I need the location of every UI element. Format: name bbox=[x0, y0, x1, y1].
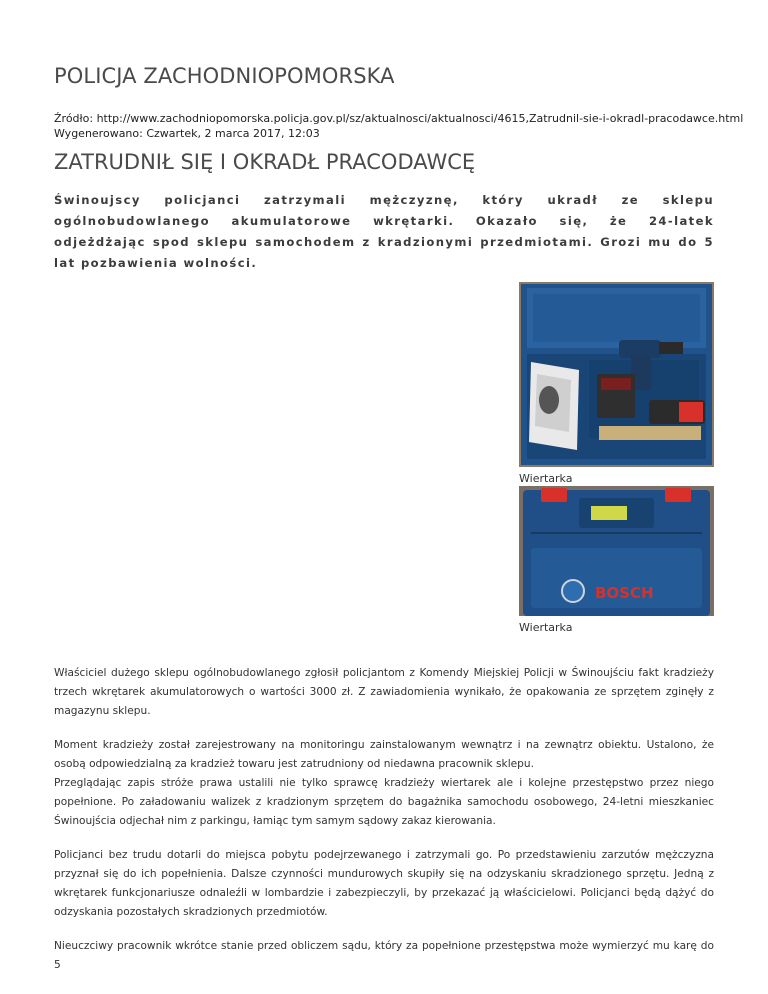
figure-closed-case bbox=[519, 486, 714, 634]
body-paragraph: Policjanci bez trudu dotarli do miejsca pobytu podejrzewanego i zatrzymali go. Po przedstawieniu zarzutów mężczyzna przyznał się do ich popełnienia. Dalsze czynności mundurowych skupiły się na odzyskaniu skradzionego sprzętu. Jedną z wkrętarek funkcjonariusze odnaleźli w lombardzie i zabezpieczyli, by przekazać ją właścicielowi. Policjanci będą dążyć do odzyskania pozostałych skradzionych przedmiotów. bbox=[54, 849, 714, 918]
article-body bbox=[54, 664, 714, 990]
body-paragraph: Nieuczciwy pracownik wkrótce stanie przed obliczem sądu, który za popełnione przestępstwa może wymierzyć mu karę do 5 bbox=[54, 940, 714, 971]
drill-in-open-case-photo bbox=[519, 282, 714, 467]
document-meta bbox=[54, 111, 744, 141]
article-lead: Świnoujscy policjanci zatrzymali mężczyznę, który ukradł ze sklepu ogólnobudowlanego akumulatorowe wkrętarki. Okazało się, że 24-latek odjeżdżając spod sklepu samochodem z kradzionymi przedmiotami. Grozi mu do 5 lat pozbawienia wolności. bbox=[54, 193, 714, 270]
closed-bosch-case-photo bbox=[519, 486, 714, 616]
source-line: Źródło: http://www.zachodniopomorska.policja.gov.pl/sz/aktualnosci/aktualnosci/4615,Zatrudnil-sie-i-okradl-pracodawce.html bbox=[54, 112, 744, 125]
body-paragraph: Przeglądając zapis stróże prawa ustalili nie tylko sprawcę kradzieży wiertarek ale i kolejne przestępstwo przez niego popełnione. Po załadowaniu walizek z kradzionym sprzętem do bagażnika samochodu osobowego, 24-letni mieszkaniec Świnoujścia odjechał nim z parkingu, łamiąc tym samym sądowy zakaz kierowania. bbox=[54, 777, 714, 827]
article-title: ZATRUDNIŁ SIĘ I OKRADŁ PRACODAWCĘ bbox=[54, 150, 476, 174]
body-paragraph: Moment kradzieży został zarejestrowany na monitoringu zainstalowanym wewnątrz i na zewnątrz obiektu. Ustalono, że osobą odpowiedzialną za kradzież towaru jest zatrudniony od niedawna pracownik sklepu. bbox=[54, 739, 714, 770]
body-paragraph: Właściciel dużego sklepu ogólnobudowlanego zgłosił policjantom z Komendy Miejskiej Policji w Świnoujściu fakt kradzieży trzech wkrętarek akumulatorowych o wartości 3000 zł. Z zawiadomienia wynikało, że opakowania ze sprzętem zginęły z magazynu sklepu. bbox=[54, 667, 714, 717]
figure-caption: Wiertarka bbox=[519, 621, 573, 634]
figure-drill-open-case bbox=[519, 282, 714, 485]
brand-logo-text: BOSCH bbox=[595, 584, 654, 602]
generated-line: Wygenerowano: Czwartek, 2 marca 2017, 12:03 bbox=[54, 127, 320, 140]
site-title: POLICJA ZACHODNIOPOMORSKA bbox=[54, 64, 395, 88]
figure-caption: Wiertarka bbox=[519, 472, 573, 485]
